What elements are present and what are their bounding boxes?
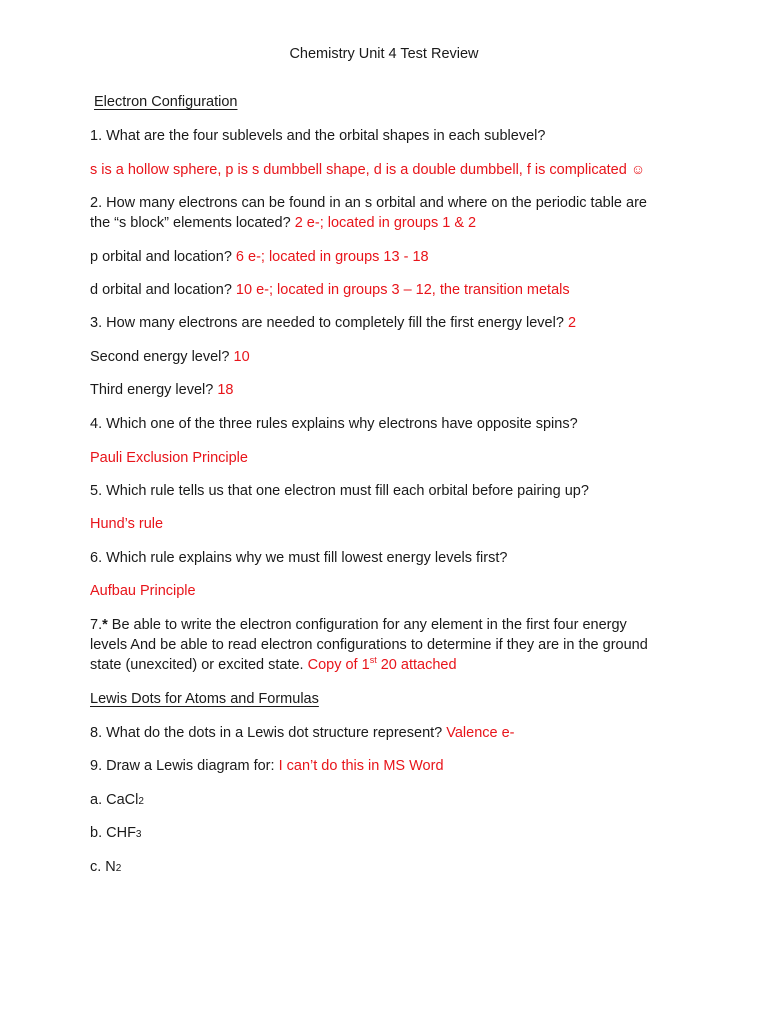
answer-3-third: 18 [217, 382, 234, 398]
question-1: 1. What are the four sublevels and the orbital shapes in each sublevel? [90, 128, 546, 144]
question-9a-subscript: 2 [138, 796, 144, 807]
question-9a-formula: a. CaCl [90, 792, 139, 808]
question-3-third [90, 380, 234, 400]
section-heading-lewis-dots: Lewis Dots for Atoms and Formulas [90, 691, 319, 707]
question-8-text: 8. What do the dots in a Lewis dot structure represent? [90, 725, 443, 741]
question-9c-formula: c. N [90, 859, 116, 875]
answer-5: Hund’s rule [90, 516, 164, 532]
question-2-d [90, 280, 570, 300]
answer-3: 2 [567, 315, 577, 331]
question-7-star: * [102, 617, 108, 633]
answer-9: I can’t do this in MS Word [278, 758, 444, 774]
question-3-text: 3. How many electrons are needed to completely fill the first energy level? [90, 315, 564, 331]
question-9b [90, 823, 141, 845]
question-6: 6. Which rule explains why we must fill lowest energy levels first? [90, 550, 508, 566]
question-4: 4. Which one of the three rules explains why electrons have opposite spins? [90, 416, 578, 432]
answer-7 [308, 657, 457, 673]
answer-8: Valence e- [446, 725, 515, 741]
question-2-line1: 2. How many electrons can be found in an s orbital and where on the periodic table are [90, 195, 647, 211]
question-9b-subscript: 3 [135, 829, 142, 840]
answer-1 [90, 159, 645, 180]
question-5: 5. Which rule tells us that one electron must fill each orbital before pairing up? [90, 483, 589, 499]
question-2-p-text: p orbital and location? [90, 249, 232, 265]
question-3-second-text: Second energy level? [90, 349, 230, 365]
question-9c [90, 857, 121, 879]
answer-3-second: 10 [233, 349, 250, 365]
answer-4: Pauli Exclusion Principle [90, 450, 248, 466]
question-7-line3-text: state (unexcited) or excited state. [90, 657, 304, 673]
question-2-line2 [90, 213, 476, 233]
question-7-line1-text: Be able to write the electron configuration for any element in the first four energy [107, 617, 627, 633]
answer-2: 2 e-; located in groups 1 & 2 [294, 215, 477, 231]
question-2-p [90, 247, 429, 267]
question-7-number: 7. [90, 617, 103, 633]
question-2-d-text: d orbital and location? [90, 282, 232, 298]
page-title: Chemistry Unit 4 Test Review [289, 46, 479, 62]
answer-7-sup: st [369, 655, 377, 666]
question-9 [90, 756, 444, 776]
answer-6: Aufbau Principle [90, 583, 196, 599]
question-2-text: the “s block” elements located? [90, 215, 291, 231]
answer-1-text: s is a hollow sphere, p is s dumbbell shape, d is a double dumbbell, f is complicated [90, 162, 627, 178]
answer-7-pre: Copy of 1 [307, 657, 370, 673]
smiley-icon: ☺ [630, 161, 646, 177]
question-3-second [90, 347, 250, 367]
question-9b-formula: b. CHF [90, 825, 136, 841]
answer-2-d: 10 e-; located in groups 3 – 12, the transition metals [235, 282, 570, 298]
answer-7-post: 20 attached [376, 657, 457, 673]
question-7-line3 [90, 655, 457, 675]
question-9a [90, 790, 144, 812]
section-heading-electron-configuration: Electron Configuration [94, 94, 238, 110]
question-7-line1 [90, 615, 627, 635]
question-3 [90, 313, 576, 333]
question-8 [90, 723, 515, 743]
question-3-third-text: Third energy level? [90, 382, 214, 398]
question-7-line2: levels And be able to read electron configurations to determine if they are in the ground [90, 637, 648, 653]
answer-2-p: 6 e-; located in groups 13 - 18 [235, 249, 429, 265]
question-9-text: 9. Draw a Lewis diagram for: [90, 758, 275, 774]
question-9c-subscript: 2 [115, 863, 122, 874]
